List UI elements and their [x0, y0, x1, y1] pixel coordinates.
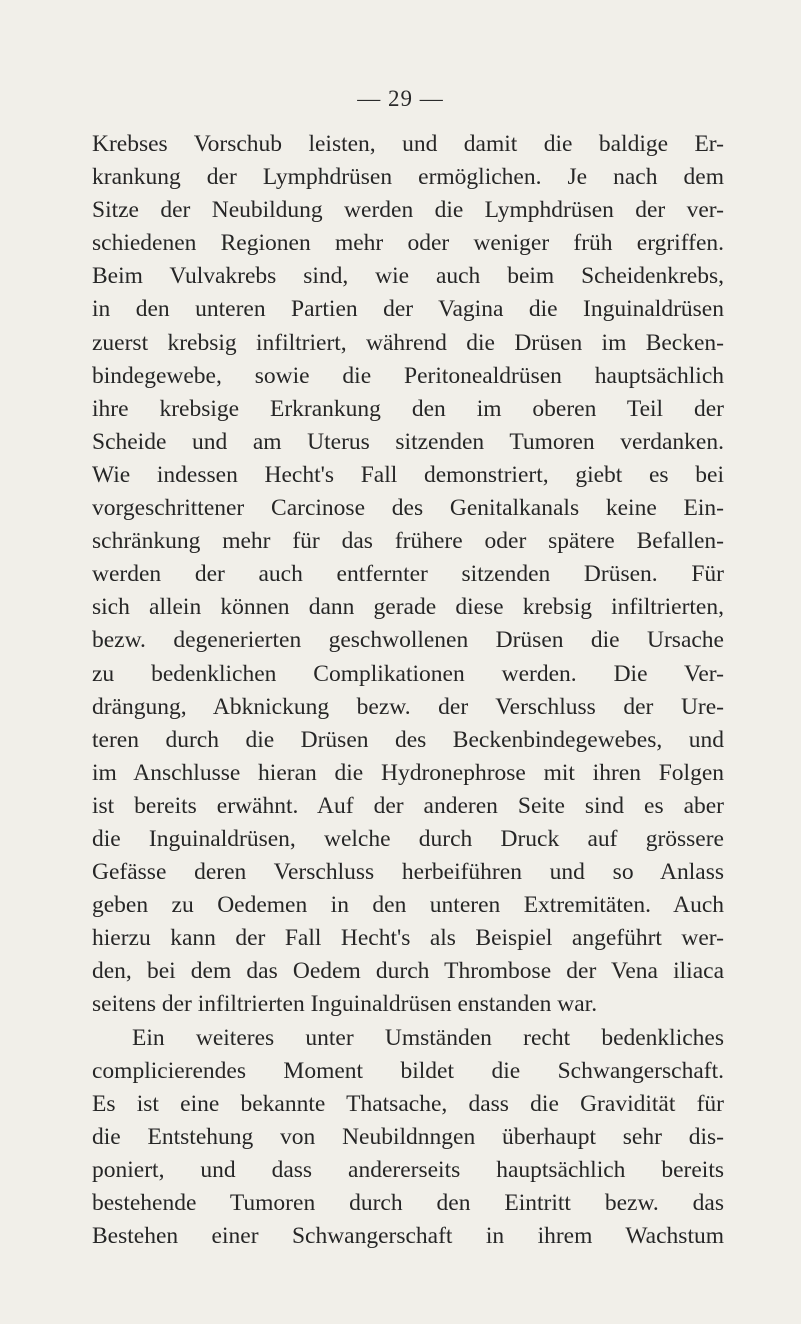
text-line: Wie indessen Hecht's Fall demonstriert, giebt es bei: [92, 461, 724, 488]
page-number: — 29 —: [357, 86, 444, 111]
text-line: im Anschlusse hieran die Hydronephrose mit ihren Folgen: [92, 759, 724, 786]
text-line: drängung, Abknickung bezw. der Verschluss der Ure-: [92, 693, 724, 720]
text-line: die Entstehung von Neubildnngen überhaupt sehr dis-: [92, 1123, 724, 1150]
text-line: vorgeschrittener Carcinose des Genitalkanals keine Ein-: [92, 495, 724, 522]
text-line: complicierendes Moment bildet die Schwangerschaft.: [92, 1057, 724, 1084]
text-line: hierzu kann der Fall Hecht's als Beispiel angeführt wer-: [92, 925, 724, 952]
text-line: bindegewebe, sowie die Peritonealdrüsen hauptsächlich: [92, 362, 724, 389]
text-line: den, bei dem das Oedem durch Thrombose der Vena iliaca: [92, 958, 724, 985]
text-line: geben zu Oedemen in den unteren Extremitäten. Auch: [92, 892, 724, 919]
text-line: bestehende Tumoren durch den Eintritt bezw. das: [92, 1190, 724, 1216]
text-line: zuerst krebsig infiltriert, während die Drüsen im Becken-: [92, 329, 724, 356]
text-line: Beim Vulvakrebs sind, wie auch beim Scheidenkrebs,: [92, 263, 724, 290]
text-line: Es ist eine bekannte Thatsache, dass die Gravidität für: [92, 1090, 724, 1117]
text-line: schiedenen Regionen mehr oder weniger früh ergriffen.: [92, 230, 724, 257]
text-line: bezw. degenerierten geschwollenen Drüsen die Ursache: [92, 627, 724, 654]
text-line: ist bereits erwähnt. Auf der anderen Seite sind es aber: [92, 792, 724, 819]
text-line: teren durch die Drüsen des Beckenbindegewebes, und: [92, 726, 724, 753]
text-line: poniert, und dass andererseits hauptsächlich bereits: [92, 1156, 724, 1183]
text-line: Ein weiteres unter Umständen recht bedenkliches: [132, 1024, 724, 1051]
text-line: sich allein können dann gerade diese krebsig infiltrierten,: [92, 594, 724, 621]
text-line: die Inguinaldrüsen, welche durch Druck auf grössere: [92, 825, 724, 852]
text-line: Sitze der Neubildung werden die Lymphdrüsen der ver-: [92, 197, 724, 224]
text-line: in den unteren Partien der Vagina die Inguinaldrüsen: [92, 296, 724, 323]
text-line: Scheide und am Uterus sitzenden Tumoren verdanken.: [92, 428, 724, 455]
text-line: Krebses Vorschub leisten, und damit die baldige Er-: [92, 131, 724, 157]
text-line: seitens der infiltrierten Inguinaldrüsen enstanden war.: [92, 991, 598, 1018]
text-line: Gefässe deren Verschluss herbeiführen und so Anlass: [92, 859, 724, 886]
text-line: schränkung mehr für das frühere oder spätere Befallen-: [92, 528, 724, 555]
text-line: Bestehen einer Schwangerschaft in ihrem Wachstum: [92, 1223, 724, 1250]
text-line: zu bedenklichen Complikationen werden. Die Ver-: [92, 660, 724, 687]
text-line: ihre krebsige Erkrankung den im oberen Teil der: [92, 395, 724, 422]
body-text: [92, 128, 724, 1253]
text-line: krankung der Lymphdrüsen ermöglichen. Je nach dem: [92, 164, 724, 191]
text-line: werden der auch entfernter sitzenden Drüsen. Für: [92, 561, 724, 588]
